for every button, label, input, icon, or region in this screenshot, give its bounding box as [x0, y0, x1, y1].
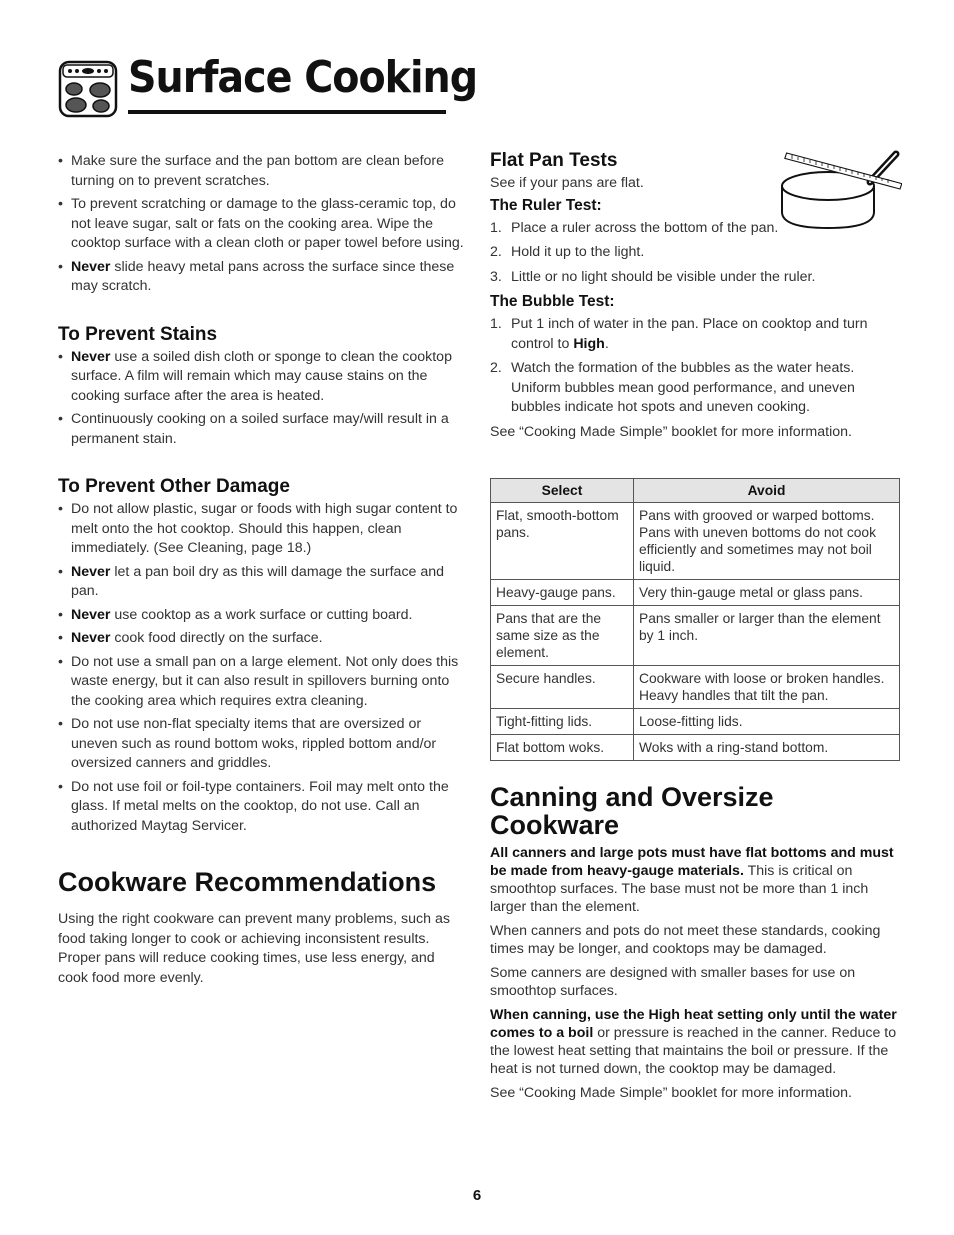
- table-header-row: [491, 479, 900, 503]
- canning-p3: Some canners are designed with smaller bases for use on smoothtop surfaces.: [490, 965, 856, 999]
- ruler-test-heading: The Ruler Test:: [490, 196, 602, 214]
- bold-lead: Never: [71, 630, 111, 646]
- ruler-step: [490, 219, 902, 239]
- step-number: 3.: [490, 268, 502, 285]
- bullet-text: Make sure the surface and the pan bottom are clean before turning on to prevent scratches.: [71, 153, 445, 189]
- stains-heading: To Prevent Stains: [58, 323, 218, 345]
- flat-pan-note: See “Cooking Made Simple” booklet for more information.: [490, 423, 852, 440]
- bullet-text: Do not allow plastic, sugar or foods with high sugar content to melt onto the hot cooktop. Should this happen, clean immediately. (See Cleaning, page 18.): [71, 501, 458, 556]
- step-text: Hold it up to the light.: [511, 244, 645, 260]
- canning-heading: Canning and Oversize Cookware: [490, 782, 774, 840]
- ruler-step: [490, 268, 902, 288]
- step-bold: High: [573, 335, 605, 352]
- bold-lead: Never: [71, 348, 111, 365]
- damage-bullet: [58, 778, 466, 837]
- bubble-step: [490, 359, 902, 418]
- flat-pan-intro: See if your pans are flat.: [490, 175, 644, 191]
- avoid-cell: Very thin-gauge metal or glass pans.: [634, 580, 900, 606]
- canning-p1-bold: All canners and large pots must have flat bottoms and must be made from heavy-gauge materials.: [490, 845, 894, 879]
- stains-bullet: [58, 410, 466, 449]
- bullet-text: Do not use a small pan on a large element. Not only does this waste energy, but it can also result in spillovers burning onto the cooking area which requires extra cleaning.: [71, 653, 459, 709]
- step-number: 2.: [490, 244, 502, 260]
- table-row: [491, 580, 900, 606]
- bubble-steps: [490, 315, 902, 418]
- select-cell: Flat bottom woks.: [491, 735, 634, 761]
- canning-p4-rest: or pressure is reached in the canner. Reduce to the lowest heat setting that maintains the boil or pressure. If the heat is not turned down, the cooktop may be damaged.: [490, 1025, 897, 1077]
- intro-bullet: [58, 258, 466, 297]
- right-column: [490, 150, 902, 448]
- stains-bullet-list: [58, 348, 466, 450]
- avoid-cell: Pans with grooved or warped bottoms. Pans with uneven bottoms do not cook efficiently and sometimes may not boil liquid.: [634, 503, 900, 580]
- step-number: 1.: [490, 219, 502, 236]
- column-header-select: Select: [491, 479, 634, 503]
- damage-bullet-list: [58, 500, 466, 836]
- damage-bullet: [58, 500, 466, 559]
- bullet-text: let a pan boil dry as this will damage the surface and pan.: [71, 563, 445, 599]
- bullet-text: cook food directly on the surface.: [110, 630, 323, 646]
- bubble-test-heading: The Bubble Test:: [490, 293, 615, 310]
- step-text: Little or no light should be visible under the ruler.: [511, 268, 816, 285]
- damage-bullet: [58, 563, 466, 602]
- table-row: [491, 666, 900, 709]
- select-cell: Heavy-gauge pans.: [491, 580, 634, 606]
- avoid-cell: Cookware with loose or broken handles. Heavy handles that tilt the pan.: [634, 666, 900, 709]
- table-row: [491, 735, 900, 761]
- damage-heading: To Prevent Other Damage: [58, 476, 290, 497]
- table-row: [491, 709, 900, 735]
- intro-bullet: [58, 152, 466, 191]
- avoid-cell: Pans smaller or larger than the element by 1 inch.: [634, 606, 900, 666]
- damage-bullet: [58, 653, 466, 712]
- canning-p2: When canners and pots do not meet these standards, cooking times may be longer, and cooktops may be damaged.: [490, 923, 881, 957]
- canning-note: See “Cooking Made Simple” booklet for more information.: [490, 1085, 852, 1101]
- select-cell: Pans that are the same size as the element.: [491, 606, 634, 666]
- cooktop-icon: [58, 60, 118, 118]
- page-title: Surface Cooking: [128, 52, 478, 103]
- intro-bullet-list: [58, 152, 466, 297]
- ruler-steps: [490, 219, 902, 288]
- cookware-table: [490, 478, 900, 761]
- bold-lead: Never: [71, 258, 111, 275]
- left-column: [58, 152, 466, 994]
- avoid-cell: Woks with a ring-stand bottom.: [634, 735, 900, 761]
- bullet-text: use cooktop as a work surface or cutting board.: [110, 606, 413, 623]
- step-number: 2.: [490, 360, 502, 376]
- bullet-text: To prevent scratching or damage to the glass-ceramic top, do not leave sugar, salt or fats on the cooking area. Wipe the cooktop surface with a clean cloth or paper towel before using.: [71, 196, 464, 251]
- bullet-text: Continuously cooking on a soiled surface may/will result in a permanent stain.: [71, 411, 449, 447]
- step-suffix: .: [604, 335, 609, 352]
- step-text: Watch the formation of the bubbles as the water heats. Uniform bubbles mean good performance, and uneven bubbles indicate hot spots and uneven cooking.: [511, 360, 855, 415]
- select-cell: Flat, smooth-bottom pans.: [491, 503, 634, 580]
- damage-bullet: [58, 606, 466, 626]
- stains-bullet: [58, 348, 466, 407]
- step-number: 1.: [490, 316, 502, 332]
- bold-lead: Never: [71, 606, 111, 623]
- select-cell: Tight-fitting lids.: [491, 709, 634, 735]
- intro-bullet: [58, 195, 466, 254]
- bullet-text: slide heavy metal pans across the surface since these may scratch.: [71, 258, 455, 294]
- damage-bullet: [58, 715, 466, 774]
- recommendations-heading: Cookware Recommendations: [58, 867, 437, 897]
- bullet-text: Do not use non-flat specialty items that are oversized or uneven such as round bottom woks, rippled bottom and/or oversized canners and griddles.: [71, 716, 437, 771]
- recommendations-body: Using the right cookware can prevent many problems, such as food taking longer to cook or achieving inconsistent results. Proper pans will reduce cooking times, use less energy, and cook food more evenly.: [58, 911, 450, 986]
- table-row: [491, 503, 900, 580]
- flat-pan-heading: Flat Pan Tests: [490, 150, 618, 171]
- ruler-step: [490, 243, 902, 263]
- title-underline: [128, 110, 446, 114]
- bubble-step: [490, 315, 902, 354]
- canning-p1-rest: This is critical on smoothtop surfaces. The base must not be more than 1 inch larger than the element.: [490, 863, 869, 915]
- column-header-avoid: Avoid: [634, 479, 900, 503]
- step-text: Put 1 inch of water in the pan. Place on cooktop and turn control to: [511, 316, 868, 352]
- canning-section: [490, 783, 900, 1108]
- page-number: 6: [472, 1187, 482, 1204]
- avoid-cell: Loose-fitting lids.: [634, 709, 900, 735]
- damage-bullet: [58, 629, 466, 649]
- table-row: [491, 606, 900, 666]
- canning-p4-bold: When canning, use the High heat setting only until the water comes to a boil: [490, 1007, 897, 1041]
- bullet-text: use a soiled dish cloth or sponge to clean the cooktop surface. A film will remain which may cause stains on the cooking surface after the area is heated.: [71, 348, 452, 404]
- select-cell: Secure handles.: [491, 666, 634, 709]
- bullet-text: Do not use foil or foil-type containers. Foil may melt onto the glass. If metal melts on the cooktop, do not use. Call an authorized Maytag Servicer.: [71, 778, 449, 834]
- step-text: Place a ruler across the bottom of the pan.: [511, 219, 779, 236]
- bold-lead: Never: [71, 563, 111, 580]
